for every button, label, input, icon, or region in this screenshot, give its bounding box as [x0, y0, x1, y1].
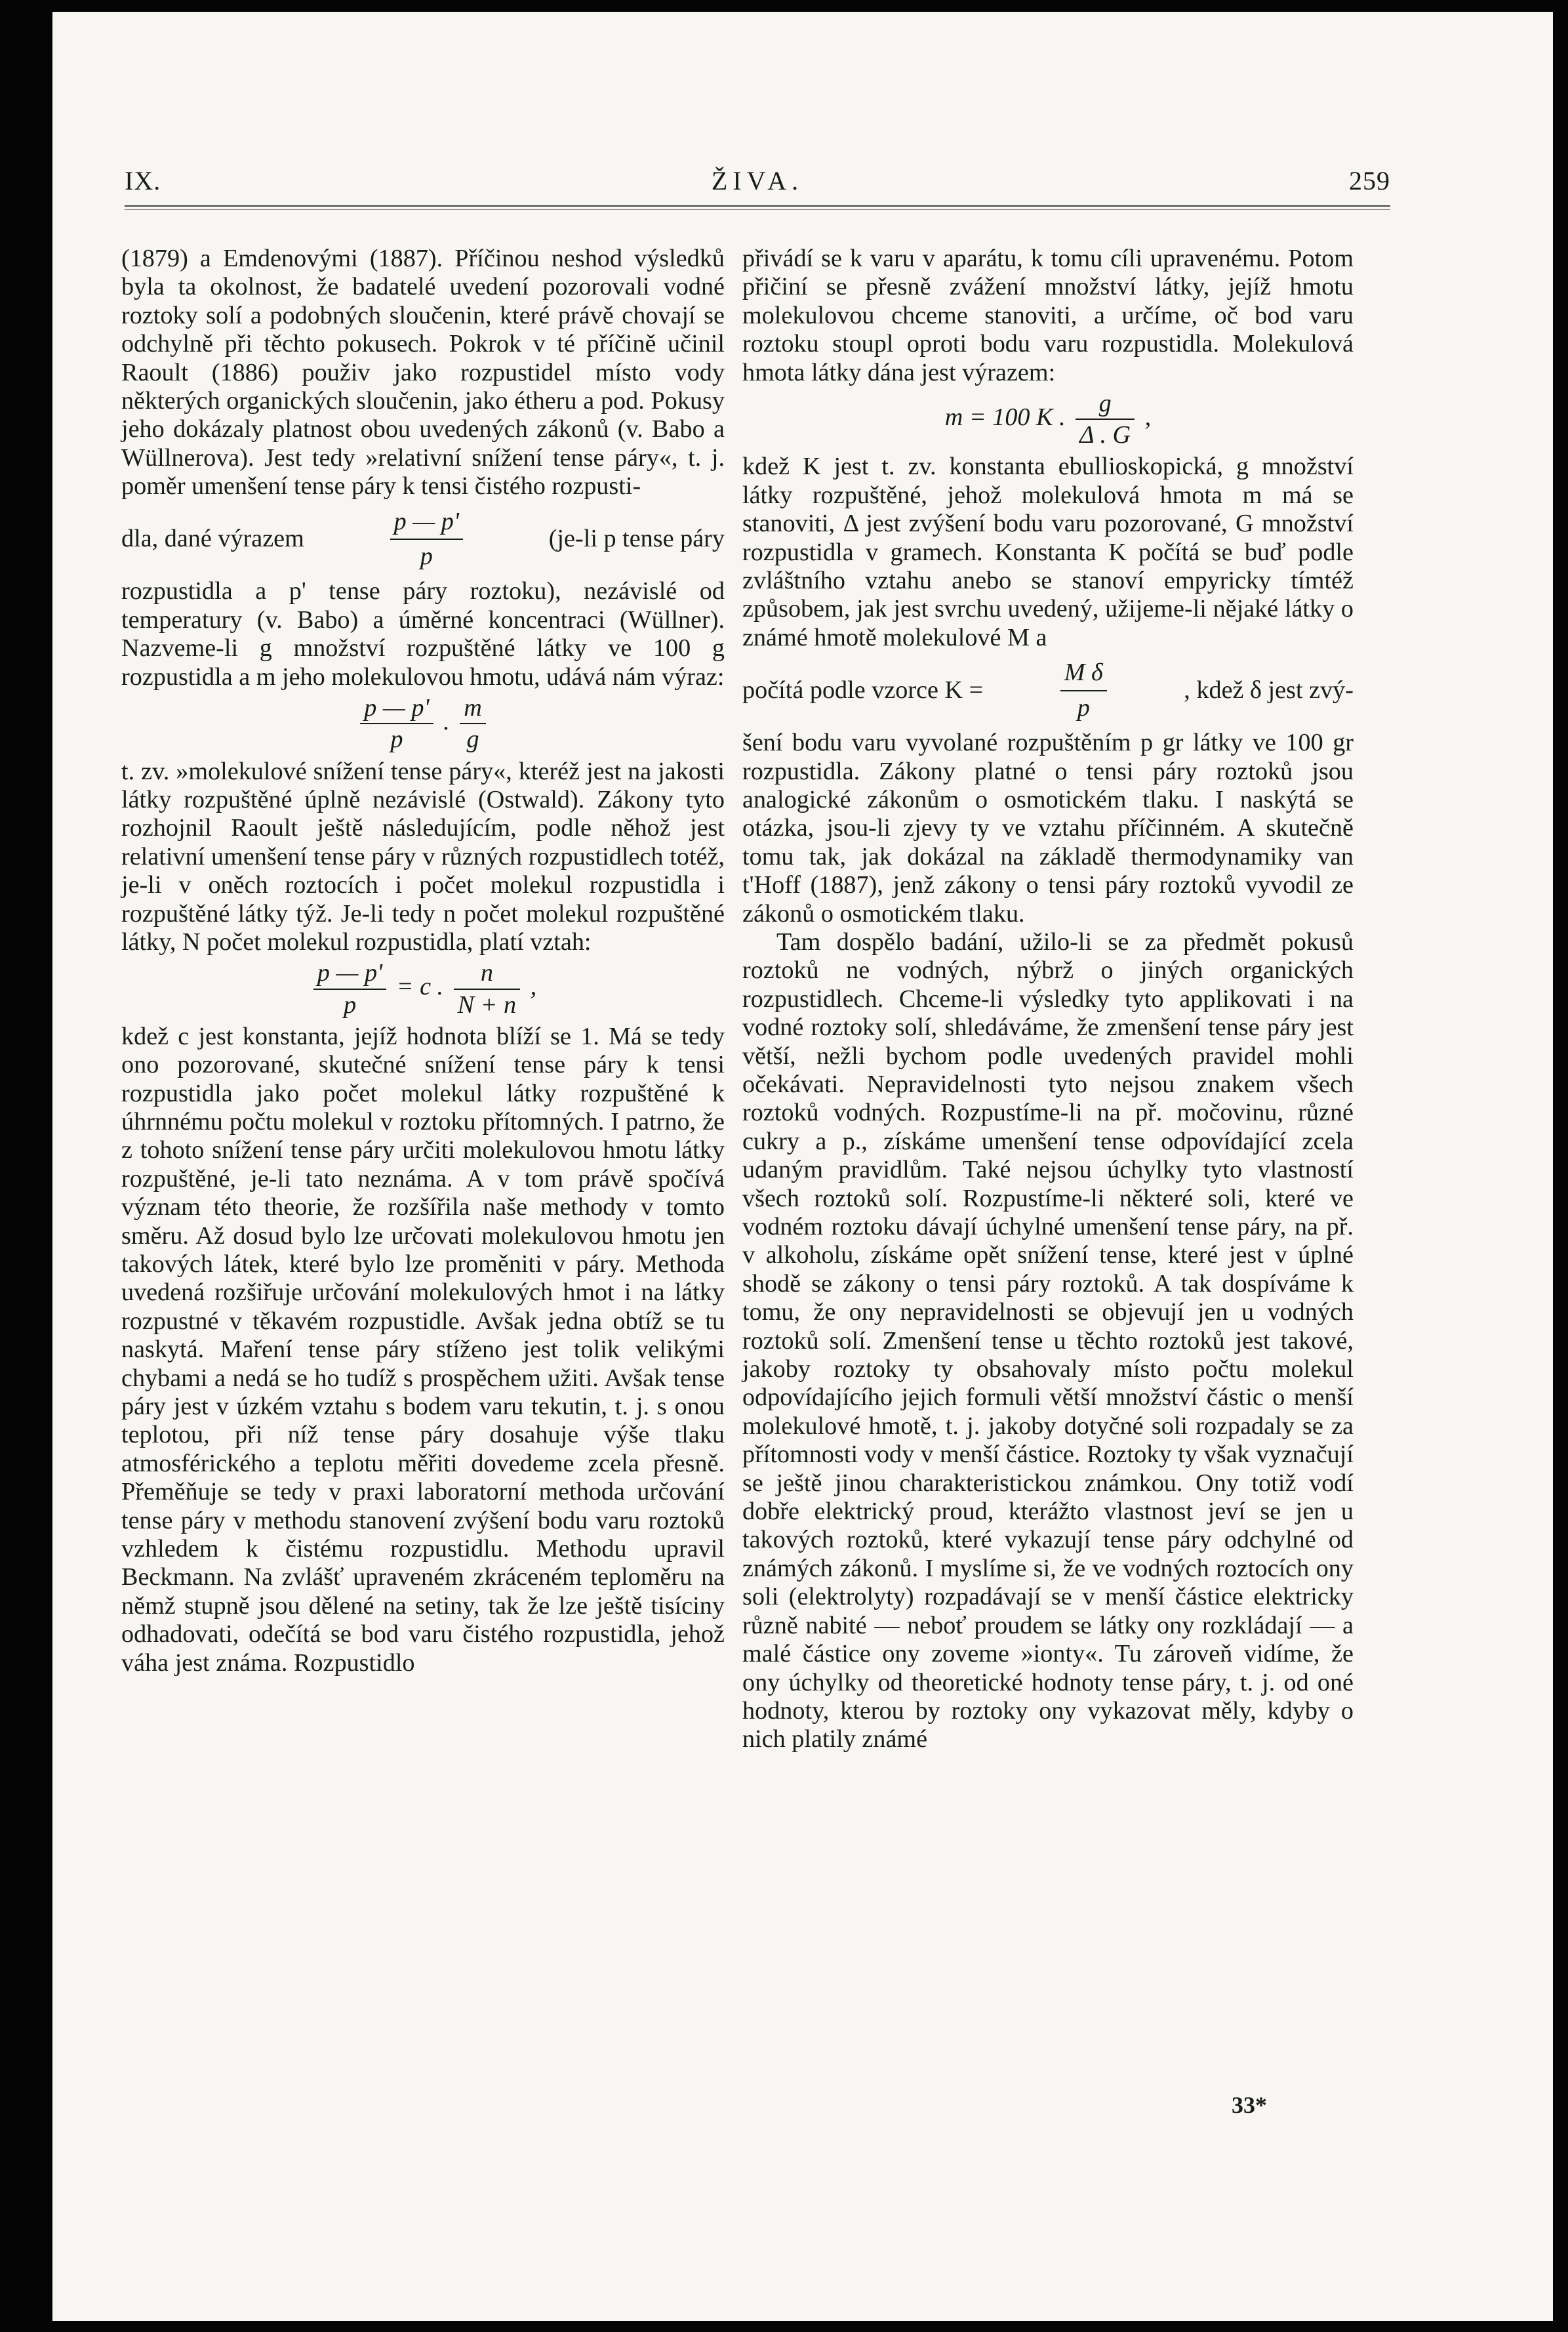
paragraph: přivádí se k varu v aparátu, k tomu cíli upravenému. Potom přičiní se přesně zvážení množství látky, jejíž hmotu molekulovou chceme stanoviti, a určíme, oč bod varu roztoku stoupl oproti bodu varu rozpustidla. Molekulová hmota látky dána jest výrazem: — [742, 245, 1354, 386]
fraction — [454, 960, 520, 1017]
fraction-numerator: p — p' — [360, 695, 433, 724]
fraction-numerator: p — p' — [390, 508, 463, 540]
page-number: 259 — [1349, 166, 1390, 195]
volume-number: IX. — [125, 166, 161, 195]
fraction — [390, 508, 463, 571]
fraction-denominator: Δ . G — [1079, 421, 1131, 449]
fraction-denominator: N + n — [457, 991, 517, 1019]
formula-molecular-depression: $\frac{p — p'}{p}$ . $\frac{m}{g}$ — [121, 695, 725, 752]
text-fragment: dla, dané výrazem — [121, 525, 304, 553]
paragraph: (1879) a Emdenovými (1887). Příčinou neshod výsledků byla ta okolnost, že badatelé uvedení pozorovali vodné roztoky solí a podobných sloučenin, které právě chovají se odchylně při těchto pokusech. Pokrok v té příčině učinil Raoult (1886) použiv jako rozpustidel místo vody některých organických sloučenin, jako étheru a pod. Pokusy jeho dokázaly platnost obou uvedených zákonů (v. Babo a Wüllnerova). Jest tedy »relativní snížení tense páry«, t. j. poměr umenšení tense páry k tensi čistého rozpusti- — [121, 245, 725, 501]
formula-molecular-mass — [742, 391, 1354, 447]
left-column — [121, 245, 725, 1677]
formula-left: m = 100 K . — [944, 403, 1066, 431]
text-fragment: , kdež δ jest zvý- — [1184, 676, 1354, 704]
formula-operator: = c . — [396, 973, 444, 1001]
paragraph: t. zv. »molekulové snížení tense páry«, kteréž jest na jakosti látky rozpuštěné úplně nezávislé (Ostwald). Zákony tyto rozhojnil Raoult ještě následujícím, podle něhož jest relativní umenšení tense páry v různých rozpustidlech totéž, je-li v oněch roztocích i počet molekul rozpustidla i rozpuštěné látky týž. Je-li tedy n počet molekul rozpuštěné látky, N počet molekul rozpustidla, platí vztah: — [121, 757, 725, 956]
paragraph: rozpustidla a p' tense páry roztoku), nezávislé od temperatury (v. Babo) a úměrné koncentraci (Wüllner). Nazveme-li g množství rozpuštěné látky ve 100 g rozpustidla a m jeho molekulovou hmotu, udává nám výraz: — [121, 577, 725, 691]
paragraph: šení bodu varu vyvolané rozpuštěním p gr látky ve 100 gr rozpustidla. Zákony platné o tensi páry roztoků jsou analogické zákonům o osmotickém tlaku. I naskýtá se otázka, jsou-li zjevy ty ve vztahu příčinném. A skutečně tomu tak, jak dokázal na základě thermodynamiky van t'Hoff (1887), jenž zákony o tensi páry roztoků vyvodil ze zákonů o osmotickém tlaku. — [742, 729, 1354, 928]
text-fragment: počítá podle vzorce K = — [742, 676, 984, 704]
fraction-numerator: m — [460, 695, 486, 724]
journal-title: ŽIVA. — [711, 166, 804, 195]
formula-raoult: $\frac{p — p'}{p}$ = c . $\frac{n}{N + n}$ , — [121, 960, 725, 1017]
paragraph: Tam dospělo badání, užilo-li se za předmět pokusů roztoků ne vodných, nýbrž o jiných organických rozpustidlech. Chceme-li výsledky tyto applikovati i na vodné roztoky solí, shledáváme, že zmenšení tense páry jest větší, nežli bychom podle uvedených pravidel mohli očekávati. Nepravidelnosti tyto nejsou znakem všech roztoků vodných. Rozpustíme-li na př. močovinu, různé cukry a p., získáme umenšení tense odpovídající zcela udaným pravidlům. Také nejsou úchylky tyto vlastností všech roztoků solí. Rozpustíme-li některé soli, které ve vodném roztoku dávají úchylné umenšení tense páry, na př. v alkoholu, získáme opět snížení tense, které jest v úplné shodě se zákony o tensi páry roztoků. A tak dospíváme k tomu, že ony nepravidelnosti se objevují jen u vodných roztoků solí. Zmenšení tense u těchto roztoků jest takové, jakoby roztoky ty obsahovaly místo počtu molekul odpovídajícího jejich formuli větší množství částic o menší molekulové hmotě, t. j. jakoby dotyčné soli rozpadaly se za přítomnosti vody v menší částice. Roztoky ty však vyznačují se ještě jinou charakteristickou známkou. Ony totiž vodí dobře elektrický proud, kterážto vlastnost jeví se jen u takových roztoků, které vykazují tense páry odchylné od známých zákonů. I myslíme si, že ve vodných roztocích ony soli (elektrolyty) rozpadávají se v menší částice elektricky různě nabité — neboť proudem se látky ony rozkládají — a malé částice ony zoveme »ionty«. Tu zároveň vidíme, že ony úchylky od theoretické hodnoty tense páry, t. j. od oné hodnoty, kterou by roztoky ony vykazovat měly, kdyby o nich platily známé — [742, 928, 1354, 1753]
header-rule — [125, 205, 1390, 210]
fraction-numerator: M δ — [1060, 659, 1107, 691]
fraction — [1060, 659, 1107, 722]
page — [52, 12, 1553, 2321]
fraction-denominator: p — [343, 991, 357, 1019]
fraction — [360, 695, 433, 752]
fraction-numerator: n — [454, 960, 520, 989]
fraction-denominator: p — [420, 542, 433, 571]
running-header — [125, 157, 1390, 197]
fraction-denominator: g — [466, 726, 479, 754]
inline-formula-line — [742, 659, 1354, 722]
fraction — [1075, 391, 1135, 447]
paragraph: kdež K jest t. zv. konstanta ebullioskopická, g množství látky rozpuštěné, jehož molekulová hmota m má se stanoviti, Δ jest zvýšení bodu varu pozorované, G množství rozpustidla v gramech. Konstanta K počítá se buď podle zvláštního vztahu anebo se stanoví empyricky tímtéž způsobem, jak jest svrchu uvedený, užijeme-li nějaké látky o známé hmotě molekulové M a — [742, 453, 1354, 651]
text-fragment: (je-li p tense páry — [548, 525, 725, 553]
fraction-denominator: p — [1077, 693, 1090, 722]
fraction-numerator: g — [1075, 391, 1135, 420]
fraction-denominator: p — [390, 726, 403, 754]
right-column — [742, 245, 1354, 1754]
signature-mark: 33* — [1232, 2092, 1267, 2118]
formula-end: , — [1144, 403, 1152, 431]
fraction — [460, 695, 486, 752]
fraction-numerator: p — p' — [313, 960, 386, 989]
inline-formula-line — [121, 508, 725, 571]
fraction — [313, 960, 386, 1017]
paragraph: kdež c jest konstanta, jejíž hodnota blíží se 1. Má se tedy ono pozorované, skutečné snížení tense páry k tensi rozpustidla jako počet molekul látky rozpuštěné k úhrnnému počtu molekul v roztoku přítomných. I patrno, že z tohoto snížení tense páry určiti molekulovou hmotu látky rozpuštěné, je-li tato neznáma. A v tom právě spočívá význam této theorie, že rozšířila naše methody v tomto směru. Až dosud bylo lze určovati molekulovou hmotu jen takových látek, které bylo lze proměniti v páry. Methoda uvedená rozšiřuje určování molekulových hmot i na látky rozpustné v těkavém rozpustidle. Avšak jedna obtíž se tu naskytá. Maření tense páry stíženo jest tolik velikými chybami a nedá se ho tudíž s prospěchem užiti. Avšak tense páry jest v úzkém vztahu s bodem varu tekutin, t. j. s onou teplotou, při níž tense páry dosahuje výše tlaku atmosférického a teplotu měřiti dovedeme zcela přesně. Přeměňuje se tedy v praxi laboratorní methoda určování tense páry v methodu stanovení zvýšení bodu varu roztoků vzhledem k čistému rozpustidlu. Methodu upravil Beckmann. Na zvlášť upraveném zkráceném teploměru na němž stupně jsou dělené na setiny, tak že lze ještě tisíciny odhadovati, odečítá se bod varu čistého rozpustidla, jehož váha jest známa. Rozpustidlo — [121, 1022, 725, 1677]
